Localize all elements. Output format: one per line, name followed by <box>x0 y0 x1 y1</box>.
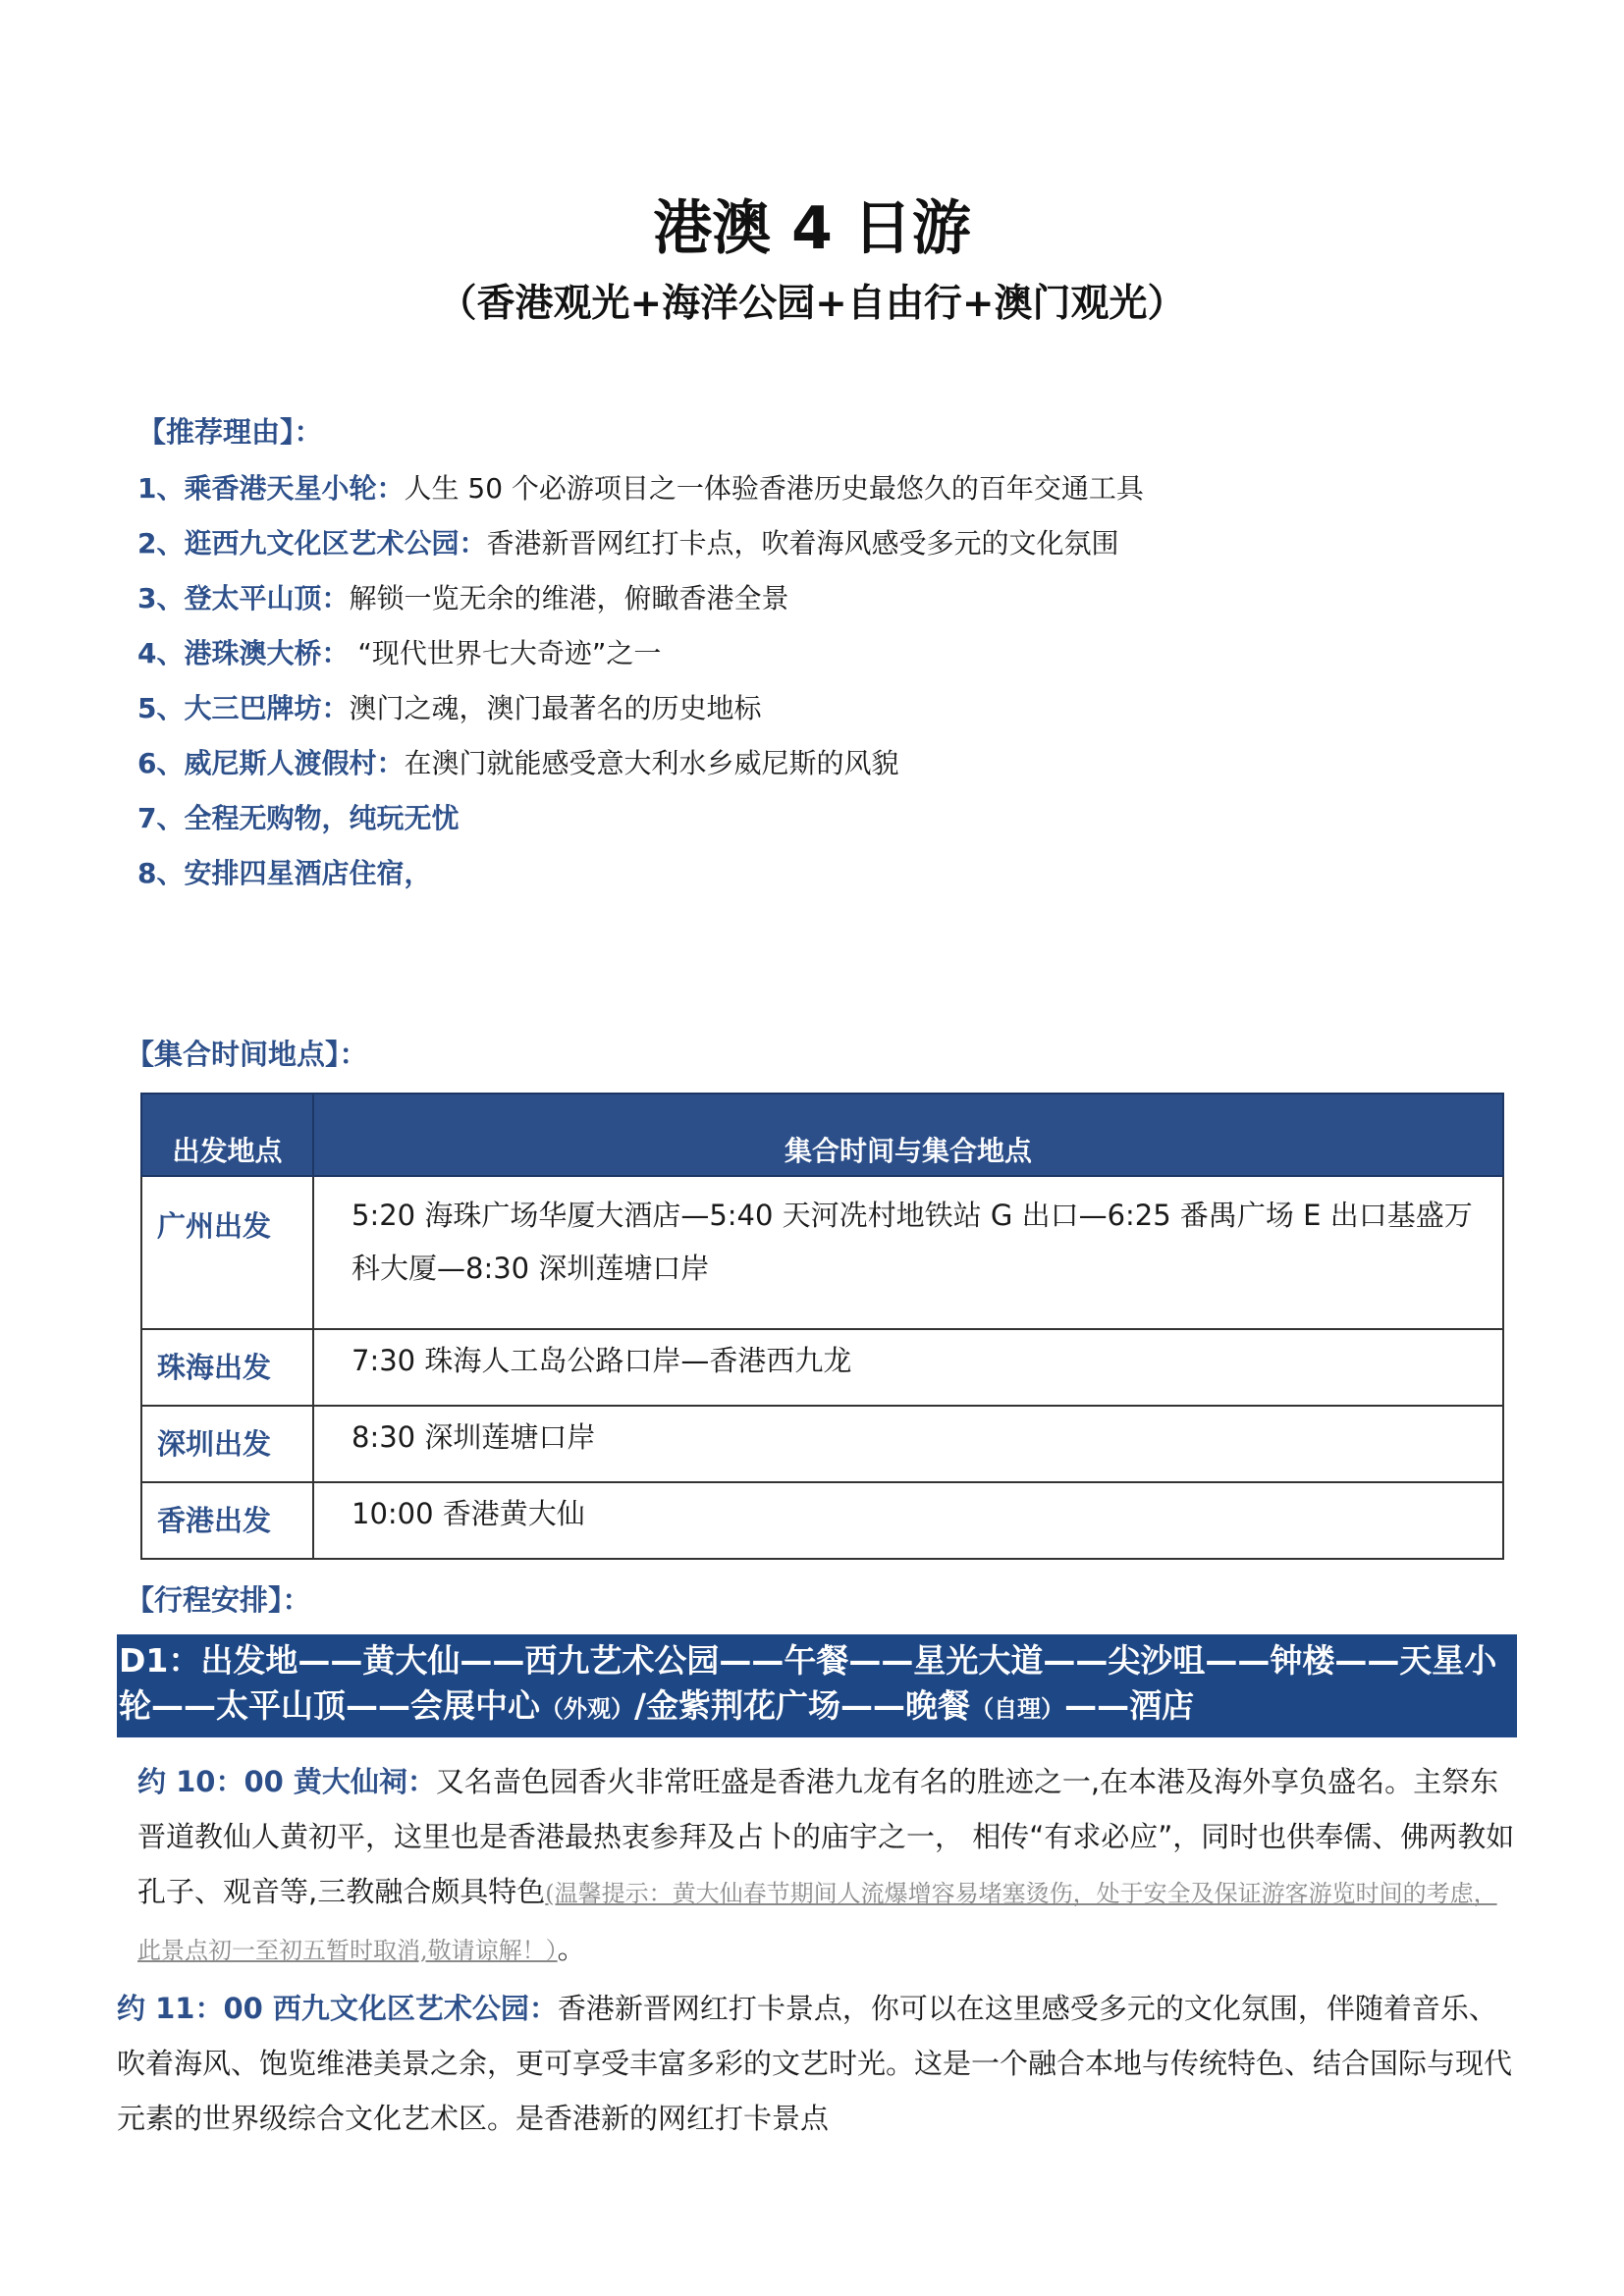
item-text: 又名啬色园香火非常旺盛是香港九龙有名的胜迹之一,在本港及海外享负盛名。主祭东晋道教仙人黄初平，这里也是香港最热衷参拜及占卜的庙宇之一， 相传“有求必应”，同时也供奉儒、佛两教如孔子、观音等,三教融合颇具特色 <box>137 1765 1515 1908</box>
itinerary-item <box>137 1754 1520 1978</box>
reason-title: 逛西九文化区艺术公园： <box>184 527 487 560</box>
table-row <box>141 1329 1503 1406</box>
day1-route: ——酒店 <box>1064 1686 1195 1725</box>
table-row <box>141 1406 1503 1482</box>
reason-number: 8、 <box>137 857 185 889</box>
item-text: 。 <box>557 1932 586 1965</box>
reason-desc: 人生 50 个必游项目之一体验香港历史最悠久的百年交通工具 <box>404 472 1144 505</box>
column-header: 集合时间与集合地点 <box>313 1094 1503 1176</box>
meeting-heading: 【集合时间地点】： <box>126 1038 368 1071</box>
reason-item <box>137 461 1512 516</box>
reason-title: 登太平山顶： <box>184 582 350 614</box>
meeting-detail: 5:20 海珠广场华厦大酒店—5:40 天河冼村地铁站 G 出口—6:25 番禺广场 E 出口基盛万科大厦—8:30 深圳莲塘口岸 <box>313 1176 1503 1329</box>
reason-desc: “现代世界七大奇迹”之一 <box>349 637 662 669</box>
reason-title: 全程无购物，纯玩无忧 <box>184 802 460 834</box>
reason-item <box>137 626 1512 681</box>
itinerary-item <box>117 1981 1521 2146</box>
table-row <box>141 1482 1503 1559</box>
reason-desc: 解锁一览无余的维港，俯瞰香港全景 <box>349 582 789 614</box>
meeting-table <box>140 1093 1504 1560</box>
reason-number: 4、 <box>137 637 185 669</box>
item-time: 约 10：00 黄大仙祠： <box>137 1765 436 1798</box>
table-header-row <box>141 1094 1503 1176</box>
reason-number: 6、 <box>137 747 185 779</box>
day1-route-note: （外观） <box>540 1695 634 1723</box>
reason-item <box>137 571 1512 626</box>
reason-title: 乘香港天星小轮： <box>184 472 405 505</box>
reason-item <box>137 681 1512 736</box>
reason-desc: 香港新晋网红打卡点，吹着海风感受多元的文化氛围 <box>486 527 1119 560</box>
day1-route-note: （自理） <box>970 1695 1065 1723</box>
reason-item <box>137 846 1512 901</box>
reason-number: 1、 <box>137 472 185 505</box>
reason-item <box>137 516 1512 571</box>
reasons-list <box>137 461 1512 901</box>
departure-city: 香港出发 <box>141 1482 313 1559</box>
warm-tip: (温馨提示：黄大仙春节期间人流爆增容易堵塞烫伤，处于安全及保证游客游览时间的考虑，此景点初一至初五暂时取消,敬请谅解！） <box>137 1880 1497 1964</box>
item-time: 约 11：00 西九文化区艺术公园： <box>117 1992 558 2025</box>
meeting-detail: 8:30 深圳莲塘口岸 <box>313 1406 1503 1482</box>
reason-item <box>137 791 1512 846</box>
reason-number: 5、 <box>137 692 185 724</box>
reason-title: 大三巴牌坊： <box>184 692 350 724</box>
meeting-detail: 7:30 珠海人工岛公路口岸—香港西九龙 <box>313 1329 1503 1406</box>
day1-route: D1：出发地——黄大仙——西九艺术公园——午餐——星光大道——尖沙咀——钟楼——天星小轮——太平山顶——会展中心 <box>119 1641 1497 1725</box>
reason-item <box>137 736 1512 791</box>
reasons-heading: 【推荐理由】： <box>137 415 323 449</box>
item-text: 香港新晋网红打卡景点，你可以在这里感受多元的文化氛围，伴随着音乐、吹着海风、饱览维港美景之余，更可享受丰富多彩的文艺时光。这是一个融合本地与传统特色、结合国际与现代元素的世界级综合文化艺术区。是香港新的网红打卡景点 <box>117 1992 1513 2135</box>
column-header: 出发地点 <box>141 1094 313 1176</box>
table-row <box>141 1176 1503 1329</box>
reason-desc: 澳门之魂，澳门最著名的历史地标 <box>349 692 762 724</box>
departure-city: 珠海出发 <box>141 1329 313 1406</box>
departure-city: 深圳出发 <box>141 1406 313 1482</box>
reason-title: 港珠澳大桥： <box>184 637 350 669</box>
page-subtitle: （香港观光+海洋公园+自由行+澳门观光） <box>438 282 1186 326</box>
day1-banner <box>117 1634 1517 1737</box>
reason-title: 威尼斯人渡假村： <box>184 747 405 779</box>
reason-number: 3、 <box>137 582 185 614</box>
reason-title: 安排四星酒店住宿， <box>184 857 432 889</box>
page-title: 港澳 4 日游 <box>653 194 971 263</box>
departure-city: 广州出发 <box>141 1176 313 1329</box>
meeting-detail: 10:00 香港黄大仙 <box>313 1482 1503 1559</box>
reason-number: 2、 <box>137 527 185 560</box>
reason-desc: 在澳门就能感受意大利水乡威尼斯的风貌 <box>404 747 899 779</box>
day1-route: /金紫荆花广场——晚餐 <box>634 1686 971 1725</box>
itinerary-heading: 【行程安排】： <box>126 1583 311 1617</box>
reason-number: 7、 <box>137 802 185 834</box>
